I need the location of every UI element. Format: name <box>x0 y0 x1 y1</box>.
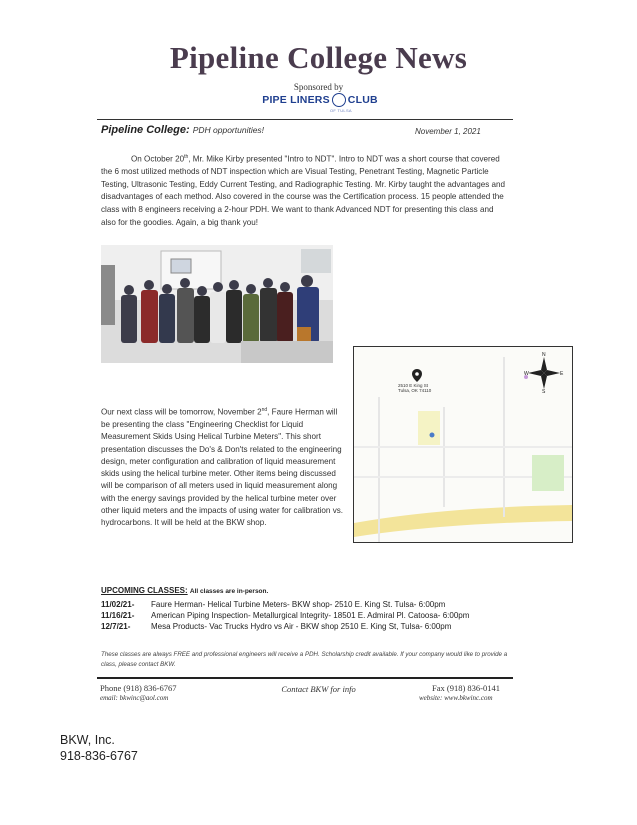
footer-contact: Contact BKW for info <box>281 684 356 694</box>
compass-w-label: W <box>524 371 529 377</box>
upcoming-title: UPCOMING CLASSES: <box>101 586 188 595</box>
sponsored-by-label: Sponsored by <box>293 82 344 92</box>
shop-location-map <box>353 346 573 543</box>
fine-print: These classes are always FREE and professional engineers will receive a PDH. Scholarship credit available. If your company would like to provide a class, please contact BKW. <box>101 651 508 668</box>
compass-icon <box>524 351 564 393</box>
headline <box>101 124 264 136</box>
footer-phone: Phone (918) 836-6767 <box>100 683 177 693</box>
sender-phone: 918-836-6767 <box>60 749 138 763</box>
headline-subtitle: PDH opportunities! <box>192 125 265 135</box>
article-paragraph-1: On October 20th, Mr. Mike Kirby presented "Intro to NDT". Intro to NDT was a short course that covered the 6 most utilized methods of NDT inspection which are Visual Testing, Penetrant Testing, Magnetic Particle Testing, Ultrasonic Testing, Eddy Current Testing, and Radiographic Testing. Mr. Kirby taught the advantages and disadvantages of each method. Also covered in the course was the Certification process. 15 people attended the class with 8 engineers receiving a 2-hour PDH. We want to thank Advanced NDT for presenting this class and also for the goodies. Again, a big thank you! <box>101 154 506 227</box>
class-row <box>101 599 531 610</box>
footer-fax: Fax (918) 836-0141 <box>432 683 500 693</box>
class-row <box>101 621 531 632</box>
upcoming-note: All classes are in-person. <box>189 588 269 595</box>
compass-n-label: N <box>542 352 546 358</box>
class-description: American Piping Inspection- Metallurgical Integrity- 18501 E. Admiral Pl. Catoosa- 6:00pm <box>151 611 470 621</box>
class-description: Mesa Products- Vac Trucks Hydro vs Air - BKW shop 2510 E. King St, Tulsa- 6:00pm <box>151 622 452 632</box>
sponsor-logo-text-left: PIPE LINERS <box>262 94 330 106</box>
footer-website: website: www.bkwinc.com <box>419 694 493 702</box>
class-list <box>101 599 531 633</box>
article-paragraph-2: Our next class will be tomorrow, November 2nd, Faure Herman will be presenting the class "Engineering Checklist for Liquid Measurement Skids Using Helical Turbine Meters". This short presentation discusses the Do's & Don'ts related to the engineering design, meter configuration and calibration of liquid measurement skids using the helical turbine meter. Other items being discussed will be comparison of all meters used in liquid measurement along with the energy savings provided by the helical turbine meter over other liquid meters and the impacts of using water for calibration vs. hydrocarbons. It will be held at the BKW shop. <box>101 407 344 528</box>
compass-s-label: S <box>542 389 546 393</box>
footer-divider <box>97 677 513 679</box>
sponsor-logo <box>250 91 390 109</box>
compass-e-label: E <box>560 371 564 377</box>
footer-email: email: bkwinc@aol.com <box>100 694 169 702</box>
masthead-title: Pipeline College News <box>169 40 468 75</box>
class-description: Faure Herman- Helical Turbine Meters- BKW shop- 2510 E. King St. Tulsa- 6:00pm <box>151 600 446 609</box>
class-row <box>101 610 531 621</box>
class-date: 11/02/21- <box>101 600 135 609</box>
class-date: 12/7/21- <box>101 622 131 632</box>
sender-company: BKW, Inc. <box>60 733 115 747</box>
map-address: 2510 E King St Tulsa, OK 74110 <box>398 383 432 393</box>
class-date: 11/16/21- <box>101 611 135 621</box>
class-group-photo <box>101 245 333 363</box>
upcoming-classes-heading <box>101 586 521 595</box>
sponsor-logo-subtext: OF TULSA <box>330 108 352 113</box>
headline-brand: Pipeline College: <box>101 124 190 136</box>
header-divider <box>97 119 513 120</box>
map-pin-icon <box>412 369 422 382</box>
sponsor-logo-text-right: CLUB <box>347 94 378 106</box>
club-seal-icon <box>332 93 346 107</box>
newsletter-date: November 1, 2021 <box>415 127 481 136</box>
